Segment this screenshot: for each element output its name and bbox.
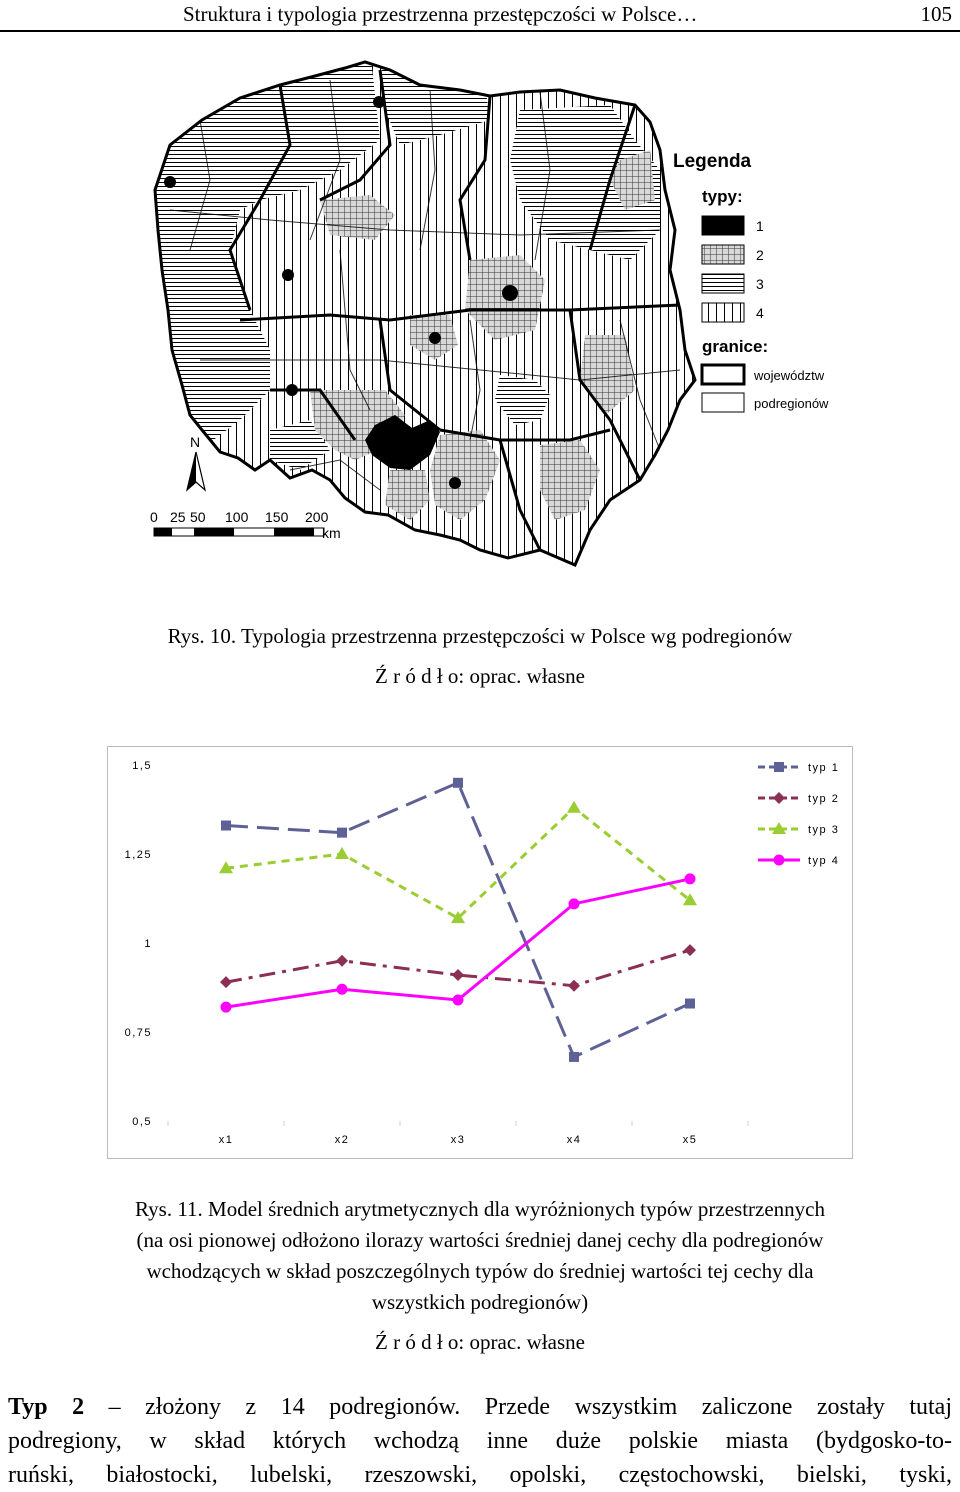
legend-label: typ 1 xyxy=(808,762,840,774)
scale-tick: 150 xyxy=(265,509,289,525)
data-point-typ-3 xyxy=(335,847,349,859)
x-tick-label: x1 xyxy=(218,1134,234,1146)
x-tick-label: x3 xyxy=(450,1134,466,1146)
data-point-typ-2 xyxy=(568,980,580,992)
legend-swatch-type4 xyxy=(702,303,744,322)
scale-tick: 25 xyxy=(170,509,186,525)
data-point-typ-1 xyxy=(685,999,695,1009)
scale-tick: 50 xyxy=(190,509,206,525)
data-point-typ-4 xyxy=(337,984,348,995)
figure10-source: Ź r ó d ł o: oprac. własne xyxy=(375,664,585,688)
legend-voivodeship-label: województw xyxy=(754,368,825,383)
running-header-title: Struktura i typologia przestrzenna przestępczości w Polsce… xyxy=(183,2,698,26)
figure11-caption-line: Rys. 11. Model średnich arytmetycznych dla wyróżnionych typów przestrzennych xyxy=(134,1197,826,1221)
type-heading: Typ 2 xyxy=(8,1394,85,1420)
scale-unit: km xyxy=(322,525,341,541)
line-chart-svg xyxy=(108,747,852,1158)
figure11-chart xyxy=(107,746,853,1159)
legend-type2-label: 2 xyxy=(756,247,764,263)
legend-type1-label: 1 xyxy=(756,218,764,234)
page-number: 105 xyxy=(920,2,952,26)
legend-types-label: typy: xyxy=(702,187,743,206)
legend-type4-label: 4 xyxy=(756,305,764,321)
map-legend xyxy=(673,151,829,412)
figure11-caption-line: (na osi pionowej odłożono ilorazy wartości średniej danej cechy dla podregionów xyxy=(136,1228,824,1252)
body-paragraph xyxy=(8,1390,952,1492)
map-regions xyxy=(140,50,870,610)
body-line xyxy=(8,1390,952,1424)
data-point-typ-2 xyxy=(220,976,232,988)
data-point-typ-1 xyxy=(221,821,231,831)
body-text: – złożony z 14 podregionów. Przede wszystkim zaliczone zostały tutaj xyxy=(84,1394,952,1420)
legend-swatch-type2 xyxy=(702,245,744,264)
legend-marker xyxy=(774,855,785,866)
data-point-typ-4 xyxy=(453,994,464,1005)
legend-swatch-subregion xyxy=(702,393,744,412)
y-tick-label: 1,25 xyxy=(124,849,152,861)
scale-tick: 100 xyxy=(225,509,249,525)
legend-swatch-type3 xyxy=(702,274,744,293)
data-point-typ-1 xyxy=(337,828,347,838)
data-point-typ-1 xyxy=(453,778,463,788)
x-tick-label: x5 xyxy=(682,1134,698,1146)
poland-typology-map xyxy=(140,50,870,610)
scale-tick: 200 xyxy=(305,509,329,525)
legend-title: Legenda xyxy=(673,151,752,172)
legend-marker xyxy=(774,762,784,772)
legend-swatch-voivodeship xyxy=(702,365,744,384)
legend-type3-label: 3 xyxy=(756,276,764,292)
series-line-typ-4 xyxy=(226,879,690,1007)
data-point-typ-2 xyxy=(684,944,696,956)
x-tick-label: x2 xyxy=(334,1134,350,1146)
map-svg xyxy=(140,50,870,610)
y-tick-label: 0,75 xyxy=(124,1027,152,1039)
legend-swatch-type1 xyxy=(702,216,744,235)
figure11-source: Ź r ó d ł o: oprac. własne xyxy=(375,1330,585,1354)
series-line-typ-3 xyxy=(226,808,690,918)
north-label: N xyxy=(190,434,201,450)
running-header xyxy=(0,0,960,32)
body-line: podregiony, w skład których wchodzą inne duże polskie miasta (bydgosko-to- xyxy=(8,1428,952,1454)
scale-tick: 0 xyxy=(150,509,158,525)
figure11-caption-line: wchodzących w skład poszczególnych typów do średniej wartości tej cechy dla xyxy=(146,1259,814,1283)
data-point-typ-4 xyxy=(685,873,696,884)
data-point-typ-4 xyxy=(569,898,580,909)
figure11-caption-line: wszystkich podregionów) xyxy=(371,1290,589,1314)
legend-marker xyxy=(773,792,785,804)
figure11-caption xyxy=(0,1194,960,1318)
legend-subregion-label: podregionów xyxy=(754,396,829,411)
north-arrow-icon xyxy=(187,434,205,490)
legend-label: typ 4 xyxy=(808,855,840,867)
body-line: ruński, białostocki, lubelski, rzeszowski, opolski, częstochowski, bielski, tyski, xyxy=(8,1462,952,1488)
y-tick-label: 0,5 xyxy=(132,1116,152,1128)
y-tick-label: 1,5 xyxy=(132,760,152,772)
legend-borders-label: granice: xyxy=(702,337,769,356)
figure10-caption: Rys. 10. Typologia przestrzenna przestępczości w Polsce wg podregionów xyxy=(167,624,793,648)
data-point-typ-1 xyxy=(569,1052,579,1062)
data-point-typ-2 xyxy=(452,969,464,981)
x-tick-label: x4 xyxy=(566,1134,582,1146)
legend-label: typ 3 xyxy=(808,824,840,836)
data-point-typ-4 xyxy=(221,1002,232,1013)
scale-bar xyxy=(150,509,341,541)
data-point-typ-3 xyxy=(567,801,581,813)
y-tick-label: 1 xyxy=(144,938,152,950)
data-point-typ-2 xyxy=(336,955,348,967)
legend-label: typ 2 xyxy=(808,793,840,805)
